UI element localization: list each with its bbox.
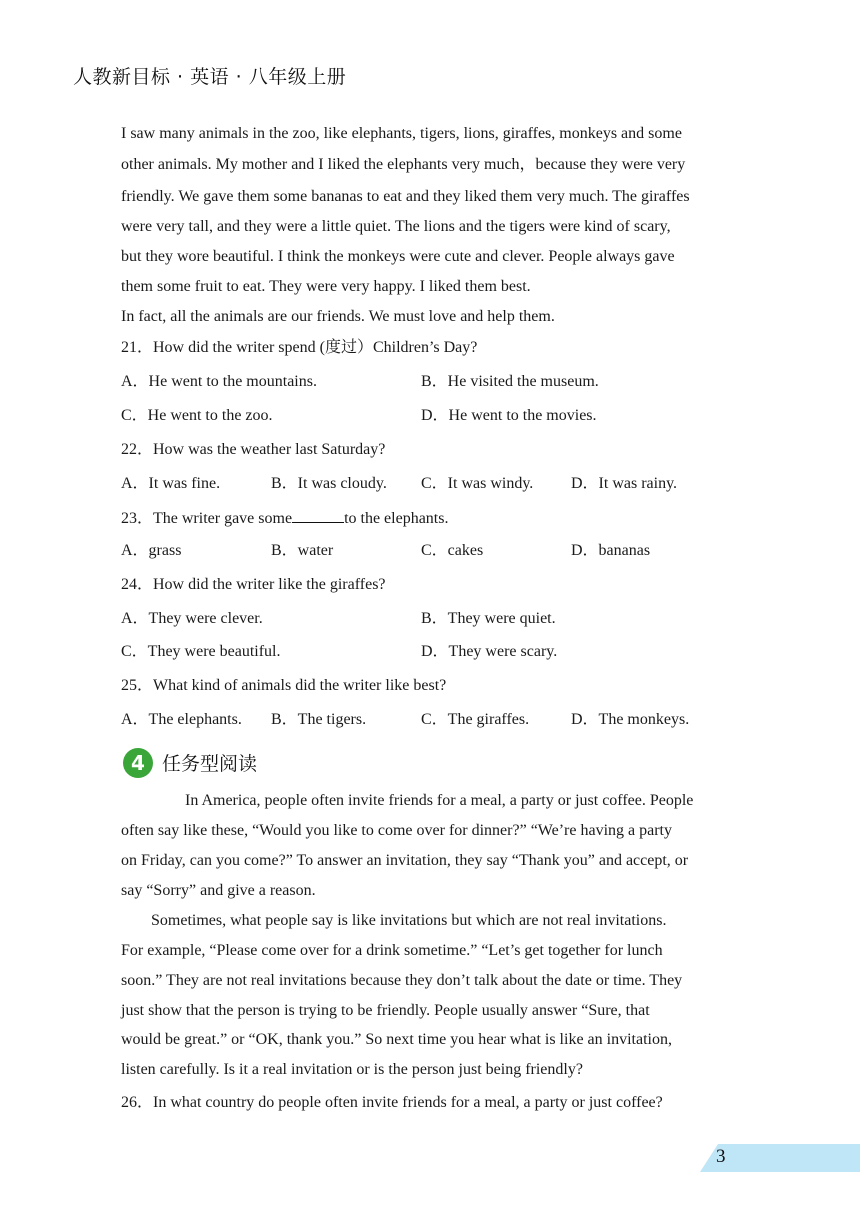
option-b: B．water: [271, 542, 334, 559]
passage-line: would be great.” or “OK, thank you.” So next time you hear what is like an invitation,: [121, 1031, 672, 1048]
option-d: D．bananas: [571, 542, 651, 559]
option-b: B．He visited the museum.: [421, 373, 599, 390]
question-26-stem: 26．In what country do people often invite friends for a meal, a party or just coffee?: [121, 1094, 663, 1111]
option-a: A．grass: [121, 542, 182, 559]
passage-line: often say like these, “Would you like to come over for dinner?” “We’re having a party: [121, 822, 672, 839]
question-stem-after: to the elephants.: [344, 510, 449, 527]
passage-line: For example, “Please come over for a drink sometime.” “Let’s get together for lunch: [121, 942, 663, 959]
passage-line: just show that the person is trying to be friendly. People usually answer “Sure, that: [121, 1002, 650, 1019]
option-d: D．The monkeys.: [571, 711, 690, 728]
page-number: 3: [716, 1146, 726, 1167]
passage-line: I saw many animals in the zoo, like elephants, tigers, lions, giraffes, monkeys and some: [121, 125, 682, 142]
question-stem: [121, 508, 448, 529]
passage-line: say “Sorry” and give a reason.: [121, 882, 316, 899]
option-c: C．cakes: [421, 542, 484, 559]
passage-line: listen carefully. Is it a real invitation or is the person just being friendly?: [121, 1061, 583, 1078]
option-c: C．The giraffes.: [421, 711, 530, 728]
option-d: D．He went to the movies.: [421, 407, 597, 424]
passage-line: were very tall, and they were a little quiet. The lions and the tigers were kind of scary,: [121, 218, 671, 235]
option-c: C．They were beautiful.: [121, 643, 281, 660]
question-stem: 22．How was the weather last Saturday?: [121, 441, 386, 458]
question-stem: 25．What kind of animals did the writer like best?: [121, 677, 447, 694]
option-b: B．It was cloudy.: [271, 475, 387, 492]
option-a: A．They were clever.: [121, 610, 263, 627]
question-stem: 24．How did the writer like the giraffes?: [121, 576, 386, 593]
passage-line: but they wore beautiful. I think the monkeys were cute and clever. People always gave: [121, 248, 675, 265]
passage-line: In fact, all the animals are our friends. We must love and help them.: [121, 308, 555, 325]
option-b: B．They were quiet.: [421, 610, 556, 627]
option-b: B．The tigers.: [271, 711, 367, 728]
passage-line: friendly. We gave them some bananas to eat and they liked them very much. The giraffes: [121, 188, 690, 205]
option-a: A．It was fine.: [121, 475, 221, 492]
section-title: 任务型阅读: [162, 753, 258, 775]
question-stem: 21．How did the writer spend (度过）Children’s Day?: [121, 339, 478, 356]
option-c: C．He went to the zoo.: [121, 407, 273, 424]
passage-line: on Friday, can you come?” To answer an invitation, they say “Thank you” and accept, or: [121, 852, 689, 869]
answer-blank: [292, 508, 344, 523]
option-a: A．He went to the mountains.: [121, 373, 317, 390]
option-d: D．They were scary.: [421, 643, 558, 660]
option-a: A．The elephants.: [121, 711, 242, 728]
passage-line: In America, people often invite friends for a meal, a party or just coffee. People: [185, 792, 694, 809]
passage-line: them some fruit to eat. They were very happy. I liked them best.: [121, 278, 531, 295]
page-header-title: 人教新目标 · 英语 · 八年级上册: [73, 66, 347, 88]
section-number-badge: 4: [123, 748, 153, 778]
option-c: C．It was windy.: [421, 475, 534, 492]
passage-line: Sometimes, what people say is like invitations but which are not real invitations.: [151, 912, 667, 929]
passage-line: soon.” They are not real invitations because they don’t talk about the date or time. They: [121, 972, 683, 989]
option-d: D．It was rainy.: [571, 475, 678, 492]
question-stem-before: 23．The writer gave some: [121, 510, 293, 527]
passage-line: other animals. My mother and I liked the elephants very much，because they were very: [121, 156, 686, 173]
